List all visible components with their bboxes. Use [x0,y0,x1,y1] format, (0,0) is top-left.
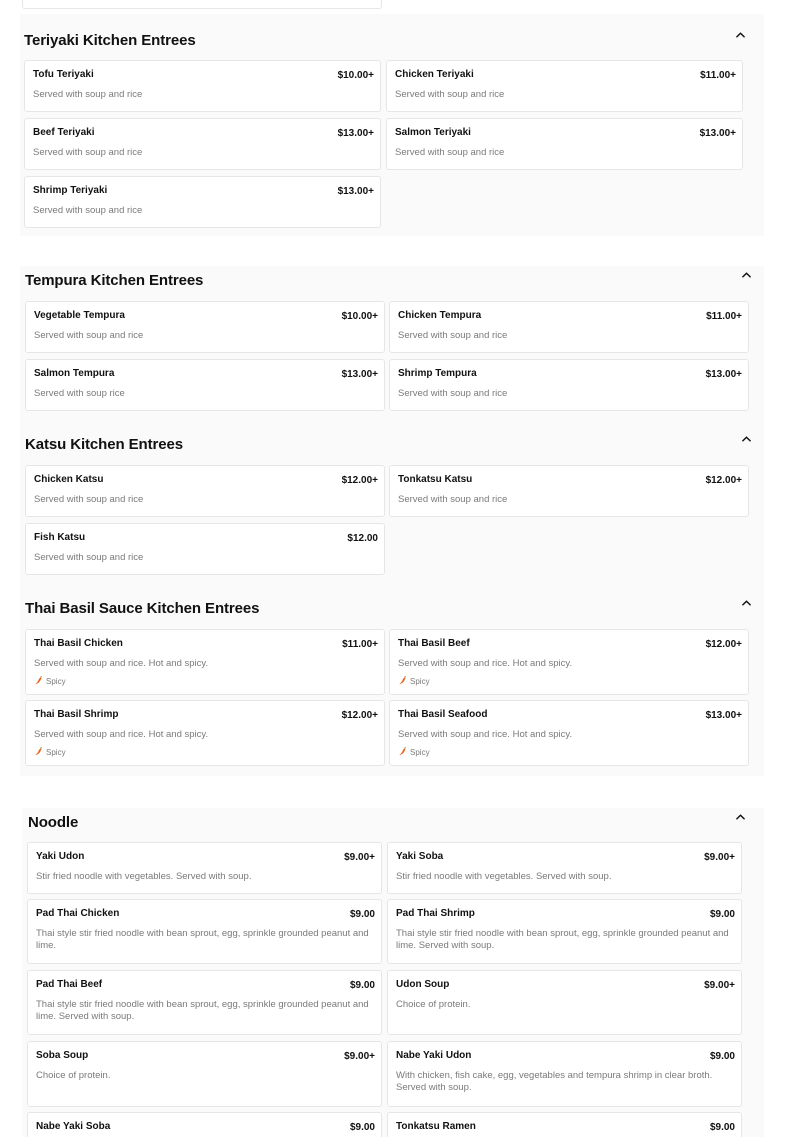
item-description: Served with soup rice [34,388,125,399]
item-description: Served with soup and rice. Hot and spicy. [398,729,573,740]
item-price: $9.00+ [704,852,735,863]
item-description: Served with soup and rice [398,330,508,341]
chili-pepper-icon [398,747,407,758]
menu-item-card[interactable] [24,176,381,228]
item-name: Tofu Teriyaki [33,69,94,80]
item-price: $12.00 [347,533,378,544]
menu-item-card[interactable] [387,899,742,964]
item-name: Shrimp Teriyaki [33,185,108,196]
item-name: Tonkatsu Ramen [396,1121,476,1132]
item-price: $9.00+ [344,1051,375,1062]
item-name: Thai Basil Beef [398,638,470,649]
item-description: Served with soup and rice [398,388,508,399]
chevron-up-icon-glyph [736,814,745,820]
menu-item-card[interactable] [27,970,382,1035]
item-name: Shrimp Tempura [398,368,477,379]
item-description: With chicken, fish cake, egg, vegetables and tempura shrimp in clear broth. Served with soup. [396,1070,713,1093]
item-price: $12.00+ [705,639,742,650]
item-price: $13.00+ [337,128,374,139]
item-name: Thai Basil Chicken [34,638,123,649]
spicy-label: Spicy [46,748,66,757]
menu-item-card[interactable] [27,1112,382,1137]
item-price: $12.00+ [341,710,378,721]
item-description: Served with soup and rice [33,205,143,216]
spicy-label: Spicy [410,748,430,757]
item-price: $9.00 [709,1122,735,1133]
section-title: Tempura Kitchen Entrees [25,272,204,289]
menu-item-card[interactable] [25,465,385,517]
item-price: $10.00+ [341,311,378,322]
item-price: $9.00+ [704,980,735,991]
item-name: Pad Thai Chicken [36,908,120,919]
spicy-label: Spicy [46,677,66,686]
item-price: $9.00 [709,1051,735,1062]
chevron-up-icon-glyph [736,32,745,38]
menu-item-card[interactable] [27,899,382,964]
menu-item-card[interactable] [389,700,749,766]
item-description: Served with soup and rice. Hot and spicy. [34,729,209,740]
menu-item-card[interactable] [25,523,385,575]
item-name: Pad Thai Beef [36,979,103,990]
chevron-up-icon[interactable] [733,28,747,42]
chevron-up-icon[interactable] [739,596,753,610]
menu-item-card[interactable] [27,842,382,894]
item-price: $9.00 [349,1122,375,1133]
item-price: $12.00+ [341,475,378,486]
item-description: Served with soup and rice [395,147,505,158]
item-description: Served with soup and rice [395,89,505,100]
spicy-tag [398,676,430,687]
item-name: Thai Basil Shrimp [34,709,119,720]
item-price: $13.00+ [337,186,374,197]
item-description: Choice of protein. [396,999,471,1010]
item-description: Choice of protein. [36,1070,111,1081]
item-name: Tonkatsu Katsu [398,474,473,485]
spicy-tag [34,747,66,758]
section-title: Teriyaki Kitchen Entrees [24,32,196,49]
menu-item-card[interactable] [389,359,749,411]
item-price: $11.00+ [706,311,742,322]
item-name: Vegetable Tempura [34,310,125,321]
menu-item-card[interactable] [387,1112,742,1137]
item-description: Served with soup and rice [34,494,144,505]
item-name: Thai Basil Seafood [398,709,488,720]
item-price: $9.00 [349,980,375,991]
menu-item-card[interactable] [25,629,385,695]
menu-item-card-partial[interactable] [22,0,382,9]
menu-item-card[interactable] [24,118,381,170]
item-description: Served with soup and rice [33,147,143,158]
item-description: Served with soup and rice [398,494,508,505]
item-name: Nabe Yaki Soba [36,1121,111,1132]
item-name: Chicken Katsu [34,474,104,485]
item-name: Chicken Teriyaki [395,69,474,80]
menu-item-card[interactable] [389,629,749,695]
item-description: Served with soup and rice [33,89,143,100]
item-name: Salmon Tempura [34,368,115,379]
menu-item-card[interactable] [25,359,385,411]
item-description: Stir fried noodle with vegetables. Served with soup. [396,871,612,882]
item-description: Served with soup and rice [34,330,144,341]
item-name: Chicken Tempura [398,310,482,321]
item-price: $13.00+ [341,369,378,380]
spicy-tag [34,676,66,687]
menu-item-card[interactable] [25,301,385,353]
item-price: $11.00+ [700,70,736,81]
item-price: $9.00 [709,909,735,920]
chevron-up-icon[interactable] [739,432,753,446]
section-title: Thai Basil Sauce Kitchen Entrees [25,600,260,617]
item-name: Pad Thai Shrimp [396,908,475,919]
item-name: Salmon Teriyaki [395,127,471,138]
item-name: Beef Teriyaki [33,127,95,138]
menu-item-card[interactable] [389,465,749,517]
chevron-up-icon-glyph [742,436,751,442]
item-price: $9.00+ [344,852,375,863]
item-name: Fish Katsu [34,532,86,543]
item-price: $12.00+ [705,475,742,486]
item-price: $11.00+ [342,639,378,650]
menu-item-card[interactable] [386,118,743,170]
chili-pepper-icon [34,676,43,687]
menu-item-card[interactable] [386,60,743,112]
item-description: Thai style stir fried noodle with bean sprout, egg, sprinkle grounded peanut and lime. Served with soup. [396,928,729,951]
menu-item-card[interactable] [27,1041,382,1107]
spicy-label: Spicy [410,677,430,686]
chevron-up-icon[interactable] [733,810,747,824]
item-name: Soba Soup [36,1050,89,1061]
section-title: Katsu Kitchen Entrees [25,436,183,453]
item-price: $10.00+ [337,70,374,81]
item-description: Thai style stir fried noodle with bean sprout, egg, sprinkle grounded peanut and lime. [36,928,369,951]
item-price: $13.00+ [705,710,742,721]
item-description: Thai style stir fried noodle with bean sprout, egg, sprinkle grounded peanut and lime. Served with soup. [36,999,369,1022]
menu-item-card[interactable] [25,700,385,766]
item-price: $13.00+ [699,128,736,139]
item-description: Stir fried noodle with vegetables. Served with soup. [36,871,252,882]
chevron-up-icon[interactable] [739,268,753,282]
menu-item-card[interactable] [24,60,381,112]
menu-item-card[interactable] [387,970,742,1035]
section-title: Noodle [28,814,79,831]
item-name: Yaki Udon [36,851,85,862]
item-price: $13.00+ [705,369,742,380]
menu-item-card[interactable] [387,1041,742,1107]
menu-item-card[interactable] [389,301,749,353]
item-description: Served with soup and rice. Hot and spicy. [34,658,209,669]
chevron-up-icon-glyph [742,600,751,606]
item-description: Served with soup and rice [34,552,144,563]
menu-item-card[interactable] [387,842,742,894]
chili-pepper-icon [34,747,43,758]
spicy-tag [398,747,430,758]
item-name: Yaki Soba [396,851,444,862]
item-name: Nabe Yaki Udon [396,1050,472,1061]
item-name: Udon Soup [396,979,450,990]
item-description: Served with soup and rice. Hot and spicy. [398,658,573,669]
chevron-up-icon-glyph [742,272,751,278]
item-price: $9.00 [349,909,375,920]
chili-pepper-icon [398,676,407,687]
